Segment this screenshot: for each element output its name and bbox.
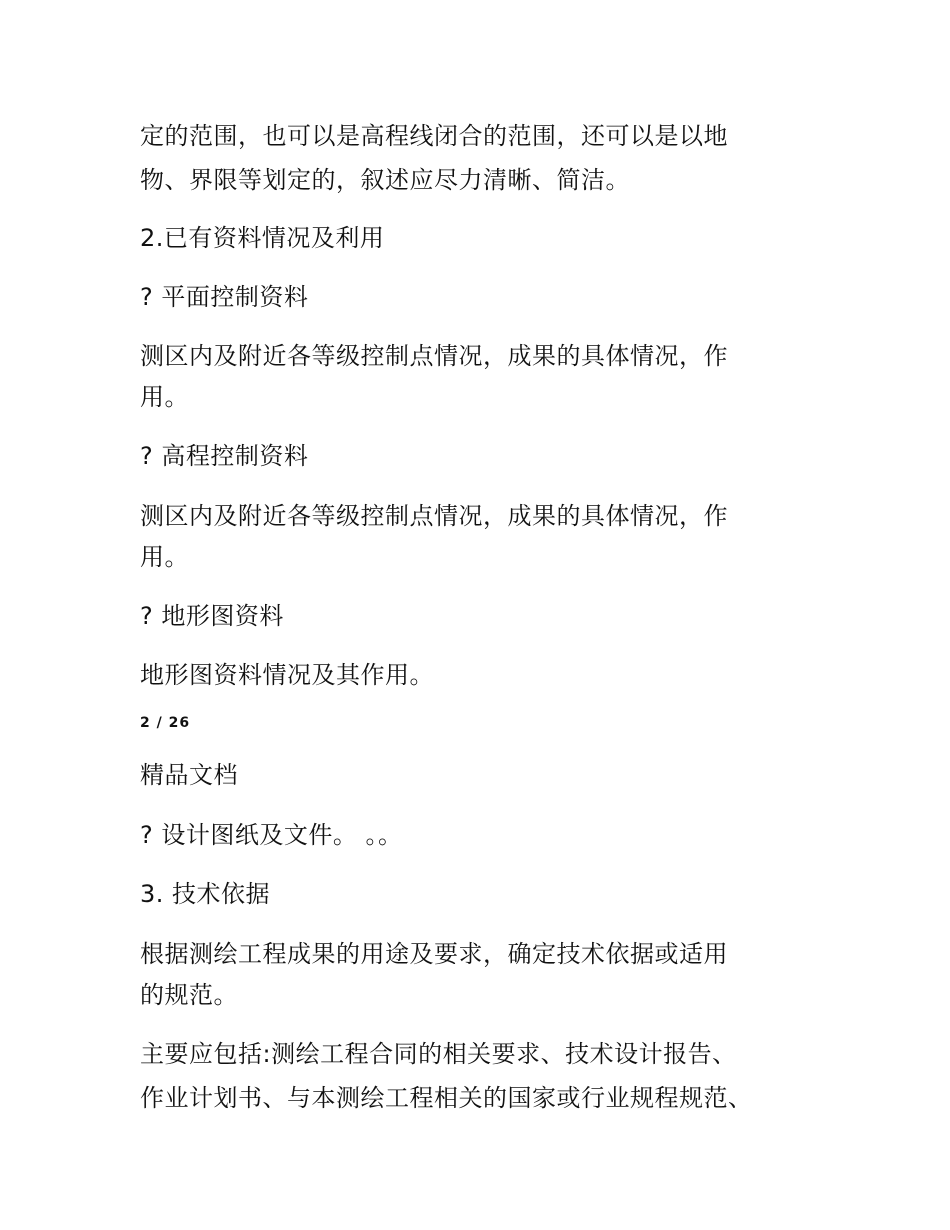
paragraph-line: 的规范。 [140,981,238,1009]
paragraph-line: 主要应包括:测绘工程合同的相关要求、技术设计报告、 [140,1040,737,1068]
document-title: 精品文档 [140,761,238,789]
paragraph-line: 用。 [140,383,189,411]
section-heading: 3. 技术依据 [140,880,271,908]
paragraph-line: 地形图资料情况及其作用。 [140,661,434,689]
paragraph-line: 用。 [140,543,189,571]
paragraph-line: 根据测绘工程成果的用途及要求，确定技术依据或适用 [140,940,728,968]
paragraph-line: 物、界限等划定的，叙述应尽力清晰、简洁。 [140,166,630,194]
paragraph-line: 定的范围，也可以是高程线闭合的范围，还可以是以地 [140,122,728,150]
bullet-item: ? 平面控制资料 [140,283,309,311]
paragraph-line: 作业计划书、与本测绘工程相关的国家或行业规程规范、 [140,1084,753,1112]
bullet-item: ? 设计图纸及文件。 。。 [140,821,403,849]
paragraph-line: 测区内及附近各等级控制点情况，成果的具体情况，作 [140,502,728,530]
section-heading: 2.已有资料情况及利用 [140,224,385,252]
paragraph-line: 测区内及附近各等级控制点情况，成果的具体情况，作 [140,342,728,370]
bullet-item: ? 高程控制资料 [140,442,309,470]
page-number: 2 / 26 [140,715,191,731]
bullet-item: ? 地形图资料 [140,602,284,630]
